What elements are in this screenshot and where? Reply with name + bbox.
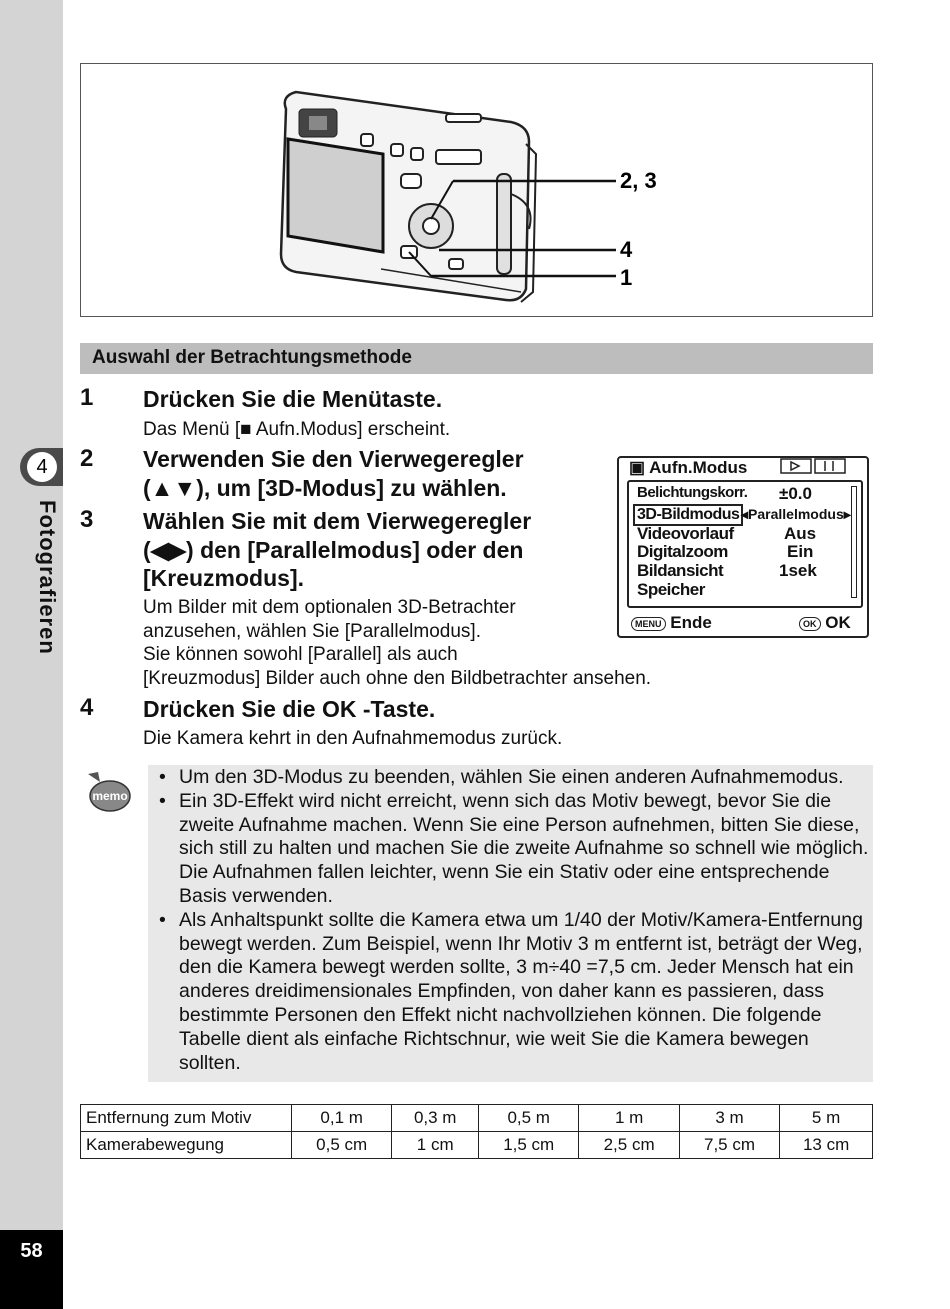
camera-illustration bbox=[81, 64, 872, 316]
chapter-number: 4 bbox=[27, 452, 57, 482]
step-3-number: 3 bbox=[80, 506, 94, 533]
table-cell: 0,5 m bbox=[479, 1105, 579, 1132]
camera-icon: ▣ bbox=[629, 458, 646, 477]
table-cell: 1,5 cm bbox=[479, 1132, 579, 1159]
memo-item: • Ein 3D-Effekt wird nicht erreicht, wenn sich das Motiv bewegt, bevor Sie die zweite Aufnahme machen. Wenn Sie eine Person aufnehmen, bitten Sie diese, sich still zu halten und machen Sie die zweite Aufnahme so schnell wie möglich. Die Aufnahmen fallen leichter, wenn Sie ein Stativ oder eine entsprechende Basis verwenden. bbox=[157, 790, 869, 909]
step-1-heading: Drücken Sie die Menütaste. bbox=[143, 386, 443, 412]
page-number: 58 bbox=[20, 1240, 43, 1262]
step-2-heading-line2: (▲▼), um [3D-Modus] zu wählen. bbox=[143, 475, 507, 501]
svg-text:memo: memo bbox=[92, 789, 128, 803]
camera-figure bbox=[80, 63, 873, 317]
step-4-text: Die Kamera kehrt in den Aufnahmemodus zurück. bbox=[143, 728, 563, 749]
lcd-menu-screen bbox=[617, 456, 869, 638]
lcd-row-value: Ein bbox=[787, 542, 814, 561]
table-cell: 7,5 cm bbox=[679, 1132, 779, 1159]
table-cell: 13 cm bbox=[780, 1132, 873, 1159]
table-row-label: Kamerabewegung bbox=[81, 1132, 292, 1159]
step-4-number: 4 bbox=[80, 694, 94, 721]
table-cell: 0,1 m bbox=[292, 1105, 392, 1132]
table-cell: 5 m bbox=[780, 1105, 873, 1132]
section-heading bbox=[80, 343, 873, 374]
lcd-scrollbar bbox=[851, 486, 857, 598]
step-3-text-line3: Sie können sowohl [Parallel] als auch bbox=[143, 644, 458, 665]
memo-list bbox=[157, 766, 869, 1075]
table-cell: 3 m bbox=[679, 1105, 779, 1132]
step-3-heading-line3: [Kreuzmodus]. bbox=[143, 565, 304, 591]
lcd-row-label: Speicher bbox=[637, 580, 705, 599]
step-1-number: 1 bbox=[80, 384, 94, 411]
table-cell: 1 m bbox=[579, 1105, 679, 1132]
step-4-heading: Drücken Sie die OK -Taste. bbox=[143, 696, 436, 722]
table-cell: 1 cm bbox=[392, 1132, 479, 1159]
distance-table bbox=[80, 1104, 873, 1159]
lcd-row-selected-value: ◂Parallelmodus▸ bbox=[741, 506, 851, 522]
step-2-heading-line1: Verwenden Sie den Vierwegeregler bbox=[143, 446, 524, 472]
step-3-text-line1: Um Bilder mit dem optionalen 3D-Betrachter bbox=[143, 597, 516, 618]
callout-2-3: 2, 3 bbox=[620, 168, 657, 193]
step-2-number: 2 bbox=[80, 445, 94, 472]
callout-4: 4 bbox=[620, 237, 633, 262]
memo-icon bbox=[84, 770, 132, 816]
table-cell: 2,5 cm bbox=[579, 1132, 679, 1159]
table-row bbox=[81, 1105, 873, 1132]
step-3-text-line2: anzusehen, wählen Sie [Parallelmodus]. bbox=[143, 621, 481, 642]
lcd-footer-ok: OK OK bbox=[799, 613, 851, 633]
lcd-footer-menu-end: MENU Ende bbox=[631, 613, 712, 633]
lcd-row-label: Videovorlauf bbox=[637, 524, 734, 543]
ok-key-icon: OK bbox=[799, 617, 821, 631]
chapter-title: Fotografieren bbox=[35, 500, 60, 655]
memo-item: • Um den 3D-Modus zu beenden, wählen Sie einen anderen Aufnahmemodus. bbox=[157, 766, 869, 790]
table-cell: 0,5 cm bbox=[292, 1132, 392, 1159]
lcd-tab-aufn-modus: ▣ Aufn.Modus bbox=[629, 458, 748, 477]
lcd-other-tabs bbox=[779, 458, 849, 474]
callout-1: 1 bbox=[620, 265, 633, 290]
lcd-row-label: Digitalzoom bbox=[637, 542, 728, 561]
memo-item: • Als Anhaltspunkt sollte die Kamera etwa um 1/40 der Motiv/Kamera-Entfernung bewegt werden. Zum Beispiel, wenn Ihr Motiv 3 m entfernt ist, beträgt der Weg, den die Kamera bewegt werden sollte, 3 m÷40 =7,5 cm. Jeder Mensch hat ein anderes dreidimensionales Empfinden, von daher kann es passieren, dass bestimmte Personen den Effekt nicht nachvollziehen können. Die folgende Tabelle dient als einfache Richtschnur, wie weit Sie die Kamera bewegen sollten. bbox=[157, 909, 869, 1076]
section-title: Auswahl der Betrachtungsmethode bbox=[92, 347, 412, 368]
step-3-text-line4: [Kreuzmodus] Bilder auch ohne den Bildbetrachter ansehen. bbox=[143, 668, 652, 689]
step-3-heading-line2: (◀▶) den [Parallelmodus] oder den bbox=[143, 537, 524, 563]
menu-key-icon: MENU bbox=[631, 617, 666, 631]
step-3-heading-line1: Wählen Sie mit dem Vierwegeregler bbox=[143, 508, 532, 534]
lcd-menu-list bbox=[627, 480, 863, 608]
step-1-text: Das Menü [■ Aufn.Modus] erscheint. bbox=[143, 419, 451, 440]
lcd-row-value: Aus bbox=[784, 524, 817, 543]
table-row bbox=[81, 1132, 873, 1159]
table-cell: 0,3 m bbox=[392, 1105, 479, 1132]
lcd-row-selected-label: 3D-Bildmodus bbox=[633, 504, 743, 526]
table-row-label: Entfernung zum Motiv bbox=[81, 1105, 292, 1132]
lcd-row-label: Belichtungskorr. bbox=[637, 484, 748, 501]
lcd-row-label: Bildansicht bbox=[637, 561, 724, 580]
lcd-row-value: ±0.0 bbox=[779, 484, 812, 503]
lcd-row-value: 1sek bbox=[779, 561, 817, 580]
